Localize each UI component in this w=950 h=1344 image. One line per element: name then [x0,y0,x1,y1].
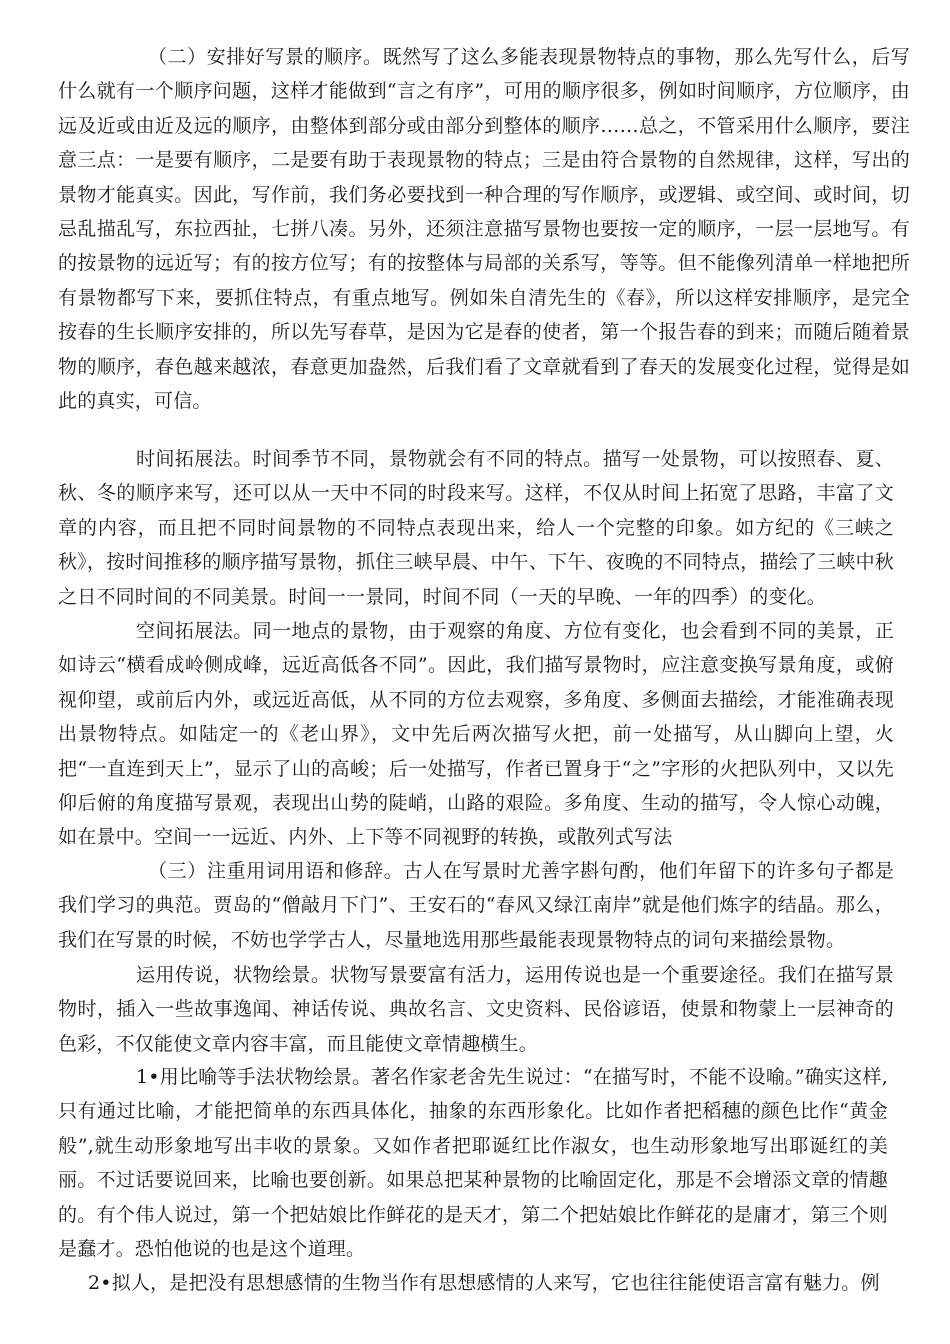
paragraph-metaphor: 1•用比喻等手法状物绘景。著名作家老舍先生说过：“在描写时，不能不设喻。”确实这样,只有通过比喻，才能把简单的东西具体化，抽象的东西形象化。比如作者把稻穗的颜色比作“黄金般”,就生动形象地写出丰收的景象。又如作者把耶诞红比作淑女，也生动形象地写出耶诞红的美丽。不过话要说回来，比喻也要创新。如果总把某种景物的比喻固定化，那是不会增添文章的情趣的。有个伟人说过，第一个把姑娘比作鲜花的是天才，第二个把姑娘比作鲜花的是庸才，第三个则是蠢才。恐怕他说的也是这个道理。 [58,1066,888,1261]
paragraph-personification: 2•拟人，是把没有思想感情的生物当作有思想感情的人来写，它也往往能使语言富有魅力。例 [88,1272,880,1294]
paragraph-legends: 运用传说，状物绘景。状物写景要富有活力，运用传说也是一个重要途径。我们在描写景物时，插入一些故事逸闻、神话传说、典故名言、文史资料、民俗谚语，使景和物蒙上一层神奇的色彩，不仅能使文章内容丰富，而且能使文章情趣横生。 [58,964,894,1055]
paragraph-space-expansion: 空间拓展法。同一地点的景物，由于观察的角度、方位有变化，也会看到不同的美景，正如诗云“横看成岭侧成峰，远近高低各不同”。因此，我们描写景物时，应注意变换写景角度，或俯视仰望，或前后内外，或远近高低，从不同的方位去观察，多角度、多侧面去描绘，才能准确表现出景物特点。如陆定一的《老山界》，文中先后两次描写火把，前一处描写，从山脚向上望，火把“一直连到天上”，显示了山的高峻；后一处描写，作者已置身于“之”字形的火把队列中，又以先仰后俯的角度描写景观，表现出山势的陡峭，山路的艰险。多角度、生动的描写，令人惊心动魄，如在景中。空间一一远近、内外、上下等不同视野的转换，或散列式写法 [58,620,894,849]
paragraph-time-expansion: 时间拓展法。时间季节不同，景物就会有不同的特点。描写一处景物，可以按照春、夏、秋、冬的顺序来写，还可以从一天中不同的时段来写。这样，不仅从时间上拓宽了思路，丰富了文章的内容，而且把不同时间景物的不同特点表现出来，给人一个完整的印象。如方纪的《三峡之秋》，按时间推移的顺序描写景物，抓住三峡早晨、中午、下午、夜晚的不同特点，描绘了三峡中秋之日不同时间的不同美景。时间一一景同，时间不同（一天的早晚、一年的四季）的变化。 [58,448,894,608]
paragraph-writing-order: （二）安排好写景的顺序。既然写了这么多能表现景物特点的事物，那么先写什么，后写什么就有一个顺序问题，这样才能做到“言之有序”，可用的顺序很多，例如时间顺序，方位顺序，由远及近或由近及远的顺序，由整体到部分或由部分到整体的顺序……总之，不管采用什么顺序，要注意三点：一是要有顺序，二是要有助于表现景物的特点；三是由符合景物的自然规律，这样，写出的景物才能真实。因此，写作前，我们务必要找到一种合理的写作顺序，或逻辑、或空间、或时间，切忌乱描乱写，东拉西扯，七拼八凑。另外，还须注意描写景物也要按一定的顺序，一层一层地写。有的按景物的远近写；有的按方位写；有的按整体与局部的关系写，等等。但不能像列清单一样地把所有景物都写下来，要抓住特点，有重点地写。例如朱自清先生的《春》，所以这样安排顺序，是完全按春的生长顺序安排的，所以先写春草，是因为它是春的使者，第一个报告春的到来；而随后随着景物的顺序，春色越来越浓，春意更加盎然，后我们看了文章就看到了春天的发展变化过程，觉得是如此的真实，可信。 [58,46,910,413]
paragraph-word-choice-rhetoric: （三）注重用词用语和修辞。古人在写景时尤善字斟句酌，他们年留下的许多句子都是我们学习的典范。贾岛的“僧敲月下门”、王安石的“春风又绿江南岸”就是他们炼字的结晶。那么，我们在写景的时候，不妨也学学古人，尽量地选用那些最能表现景物特点的词句来描绘景物。 [58,860,894,951]
